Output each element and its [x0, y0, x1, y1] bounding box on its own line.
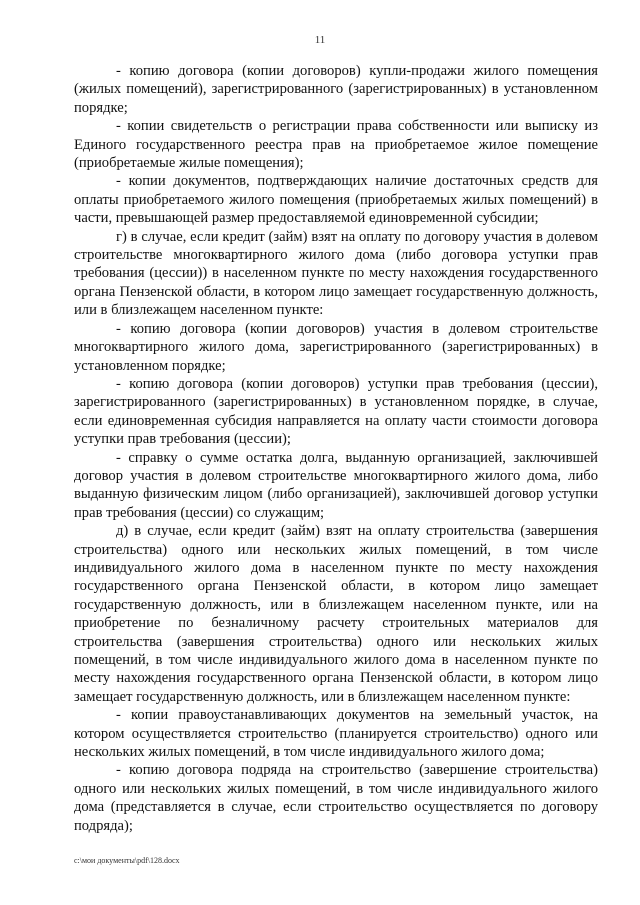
- document-body: [74, 62, 598, 835]
- paragraph: - копии свидетельств о регистрации права собственности или выписку из Единого государственного реестра прав на приобретаемое жилое помещение (приобретаемые жилые помещения);: [74, 118, 598, 172]
- paragraph: д) в случае, если кредит (займ) взят на оплату строительства (завершения строительства) одного или нескольких жилых помещений, в том числе индивидуального жилого дома в населенном пункте по месту нахождения государственного органа Пензенской области, в котором лицо замещает государственную должность, или в близлежащем населенном пункте, или на приобретение по безналичному расчету строительных материалов для строительства (завершения строительства) одного или нескольких жилых помещений, в том числе индивидуального жилого дома в населенном пункте по месту нахождения государственного органа Пензенской области, в котором лицо замещает государственную должность, или в близлежащем населенном пункте:: [74, 523, 598, 705]
- paragraph: - копию договора (копии договоров) купли-продажи жилого помещения (жилых помещений), зарегистрированного (зарегистрированных) в установленном порядке;: [74, 63, 598, 116]
- paragraph: - копии правоустанавливающих документов на земельный участок, на котором осуществляется строительство (планируется строительство) одного или нескольких жилых помещений, в том числе индивидуального жилого дома;: [74, 707, 598, 761]
- page-number: 11: [314, 34, 326, 46]
- paragraph: г) в случае, если кредит (займ) взят на оплату по договору участия в долевом строительстве многоквартирного жилого дома (либо договора уступки прав требования (цессии)) в населенном пункте по месту нахождения государственного органа Пензенской области, в котором лицо замещает государственную должность, или в близлежащем населенном пункте:: [74, 228, 598, 319]
- paragraph: - копию договора подряда на строительство (завершение строительства) одного или нескольких жилых помещений, в том числе индивидуального жилого дома (представляется в случае, если строительство осуществляется по договору подряда);: [74, 762, 598, 834]
- paragraph: - копию договора (копии договоров) участия в долевом строительстве многоквартирного жилого дома, зарегистрированного (зарегистрированных) в установленном порядке;: [74, 320, 598, 374]
- paragraph: - копии документов, подтверждающих наличие достаточных средств для оплаты приобретаемого жилого помещения (приобретаемых жилых помещений) в части, превышающей размер предоставляемой единовременной субсидии;: [74, 173, 598, 227]
- paragraph: - справку о сумме остатка долга, выданную организацией, заключившей договор участия в долевом строительстве многоквартирного жилого дома, либо выданную физическим лицом (либо организацией), заключившей договор уступки прав требования (цессии) со служащим;: [74, 449, 598, 521]
- paragraph: - копию договора (копии договоров) уступки прав требования (цессии), зарегистрированного (зарегистрированных) в установленном порядке, в случае, если единовременная субсидия направляется на оплату части стоимости договора уступки прав требования (цессии);: [74, 375, 598, 448]
- footer-file-path: c:\мои документы\pdf\128.docx: [74, 856, 180, 865]
